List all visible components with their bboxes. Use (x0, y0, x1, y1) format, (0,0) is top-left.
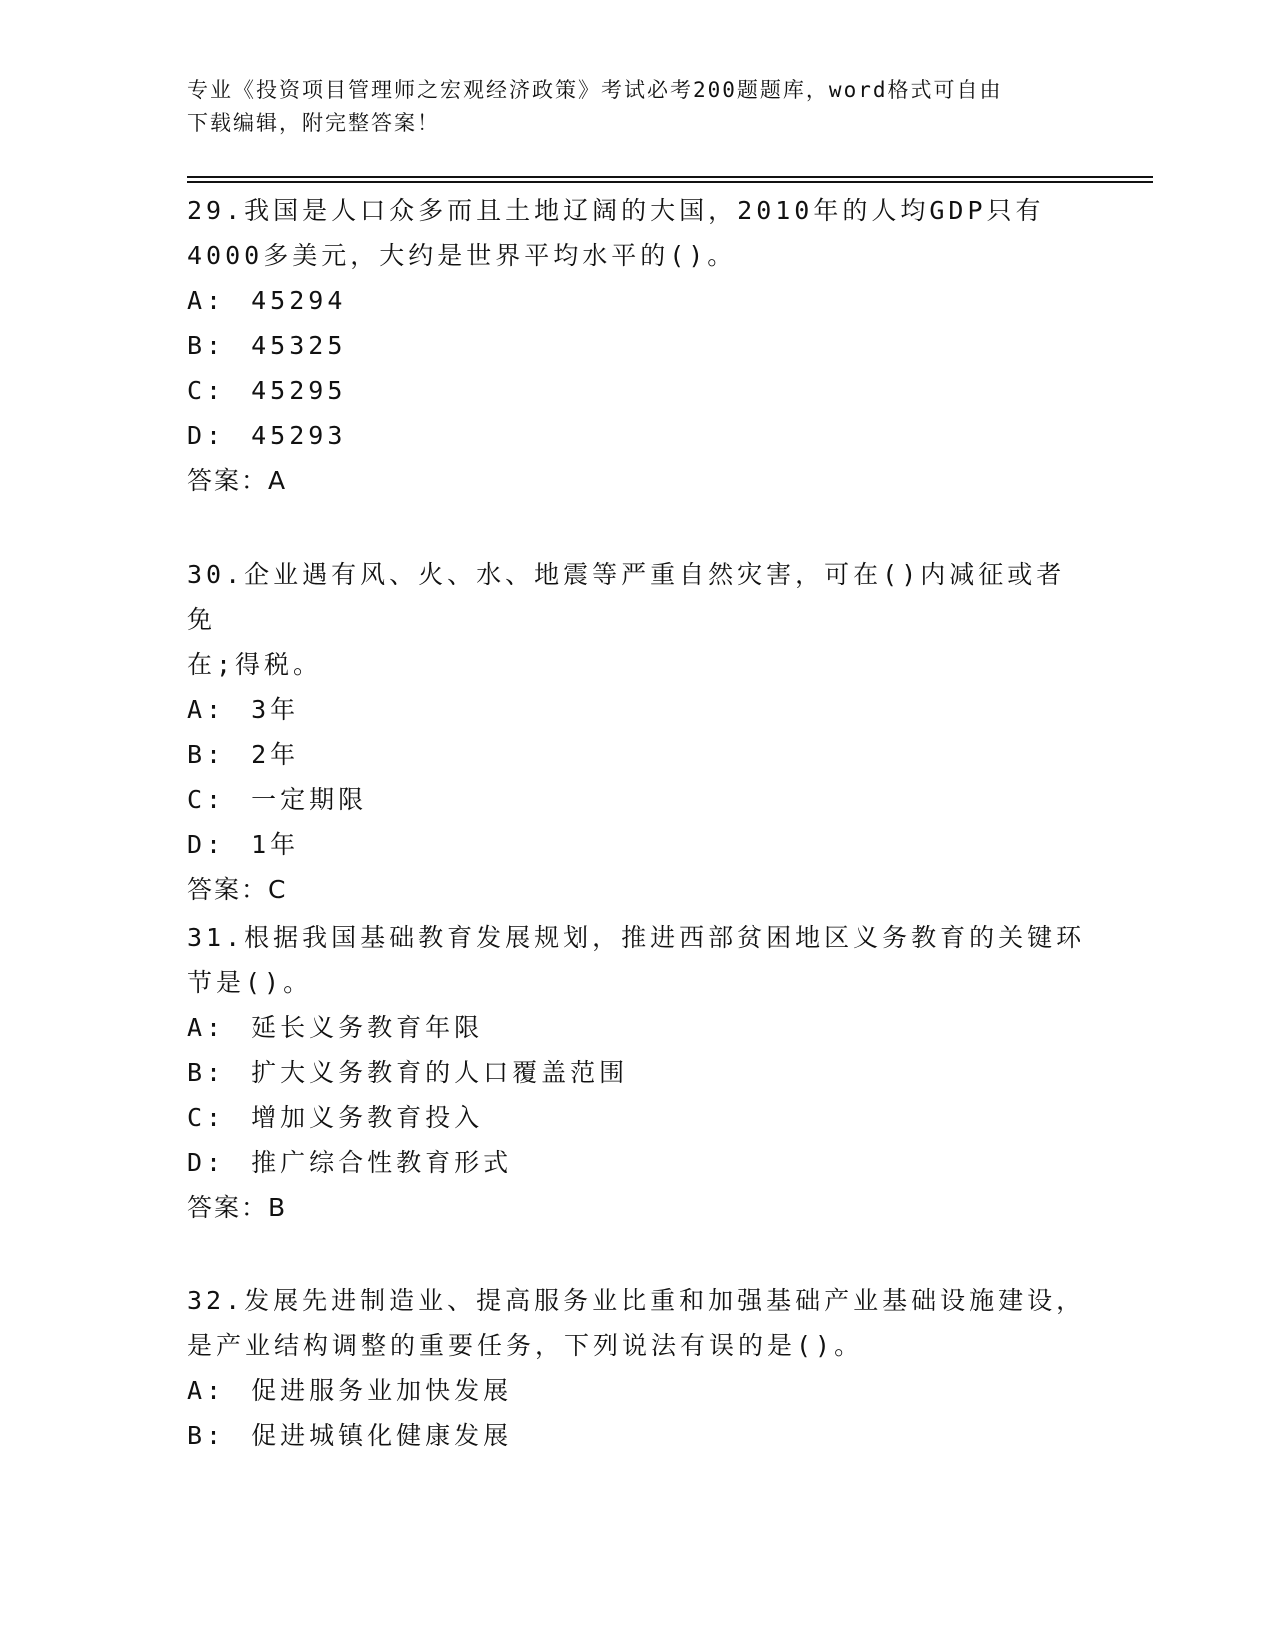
option-text: 1年 (251, 830, 300, 859)
question-29 (187, 188, 1087, 503)
option-text: 45294 (251, 286, 347, 315)
question-stem-line-1: 32.发展先进制造业、提高服务业比重和加强基础产业基础设施建设， (187, 1286, 1086, 1315)
option-key: A: (187, 1013, 226, 1042)
option-a (187, 1005, 1087, 1050)
option-text: 促进城镇化健康发展 (251, 1421, 513, 1450)
question-stem-line-2: 节是()。 (187, 968, 313, 997)
option-text: 3年 (251, 695, 300, 724)
option-text: 45293 (251, 421, 347, 450)
option-key: A: (187, 1376, 226, 1405)
option-key: C: (187, 376, 226, 405)
option-d (187, 413, 1087, 458)
header-line-1: 专业《投资项目管理师之宏观经济政策》考试必考200题题库，word格式可自由 (187, 78, 1003, 102)
option-text: 延长义务教育年限 (251, 1013, 484, 1042)
option-key: C: (187, 1103, 226, 1132)
option-key: C: (187, 785, 226, 814)
option-text: 促进服务业加快发展 (251, 1376, 513, 1405)
option-key: D: (187, 1148, 226, 1177)
header-line-2: 下载编辑，附完整答案！ (187, 111, 440, 135)
option-a (187, 687, 1087, 732)
question-stem (187, 188, 1087, 278)
question-stem-line-1: 29.我国是人口众多而且土地辽阔的大国，2010年的人均GDP只有 (187, 196, 1045, 225)
option-c (187, 1095, 1087, 1140)
question-30 (187, 552, 1087, 912)
header-divider-top (187, 176, 1153, 178)
option-text: 45325 (251, 331, 347, 360)
question-stem (187, 1278, 1087, 1368)
document-header (187, 74, 1087, 140)
question-stem-line-1: 31.根据我国基础教育发展规划，推进西部贫困地区义务教育的关键环 (187, 923, 1086, 952)
answer-line: 答案：B (187, 1193, 288, 1222)
option-c (187, 368, 1087, 413)
option-text: 扩大义务教育的人口覆盖范围 (251, 1058, 629, 1087)
option-a (187, 278, 1087, 323)
option-b (187, 1413, 1087, 1458)
option-b (187, 732, 1087, 777)
option-text: 一定期限 (251, 785, 368, 814)
question-stem (187, 915, 1087, 1005)
question-31 (187, 915, 1087, 1230)
option-b (187, 323, 1087, 368)
option-d (187, 822, 1087, 867)
option-list (187, 1005, 1087, 1185)
option-key: D: (187, 421, 226, 450)
question-32 (187, 1278, 1087, 1458)
option-c (187, 777, 1087, 822)
option-key: A: (187, 695, 226, 724)
option-key: D: (187, 830, 226, 859)
question-stem-line-2: 4000多美元，大约是世界平均水平的()。 (187, 241, 737, 270)
option-key: B: (187, 331, 226, 360)
option-text: 推广综合性教育形式 (251, 1148, 513, 1177)
option-text: 增加义务教育投入 (251, 1103, 484, 1132)
option-list (187, 687, 1087, 867)
option-text: 2年 (251, 740, 300, 769)
option-list (187, 1368, 1087, 1458)
option-b (187, 1050, 1087, 1095)
option-list (187, 278, 1087, 458)
answer-line: 答案：C (187, 875, 288, 904)
option-key: B: (187, 1058, 226, 1087)
option-key: B: (187, 740, 226, 769)
answer-line: 答案：A (187, 466, 288, 495)
option-d (187, 1140, 1087, 1185)
option-key: B: (187, 1421, 226, 1450)
option-a (187, 1368, 1087, 1413)
question-stem-line-2: 是产业结构调整的重要任务，下列说法有误的是()。 (187, 1331, 864, 1360)
question-stem (187, 552, 1087, 687)
option-key: A: (187, 286, 226, 315)
header-divider-bottom (187, 181, 1153, 183)
question-stem-line-2: 在;得税。 (187, 650, 323, 679)
question-stem-line-1: 30.企业遇有风、火、水、地震等严重自然灾害，可在()内减征或者免 (187, 560, 1066, 634)
option-text: 45295 (251, 376, 347, 405)
